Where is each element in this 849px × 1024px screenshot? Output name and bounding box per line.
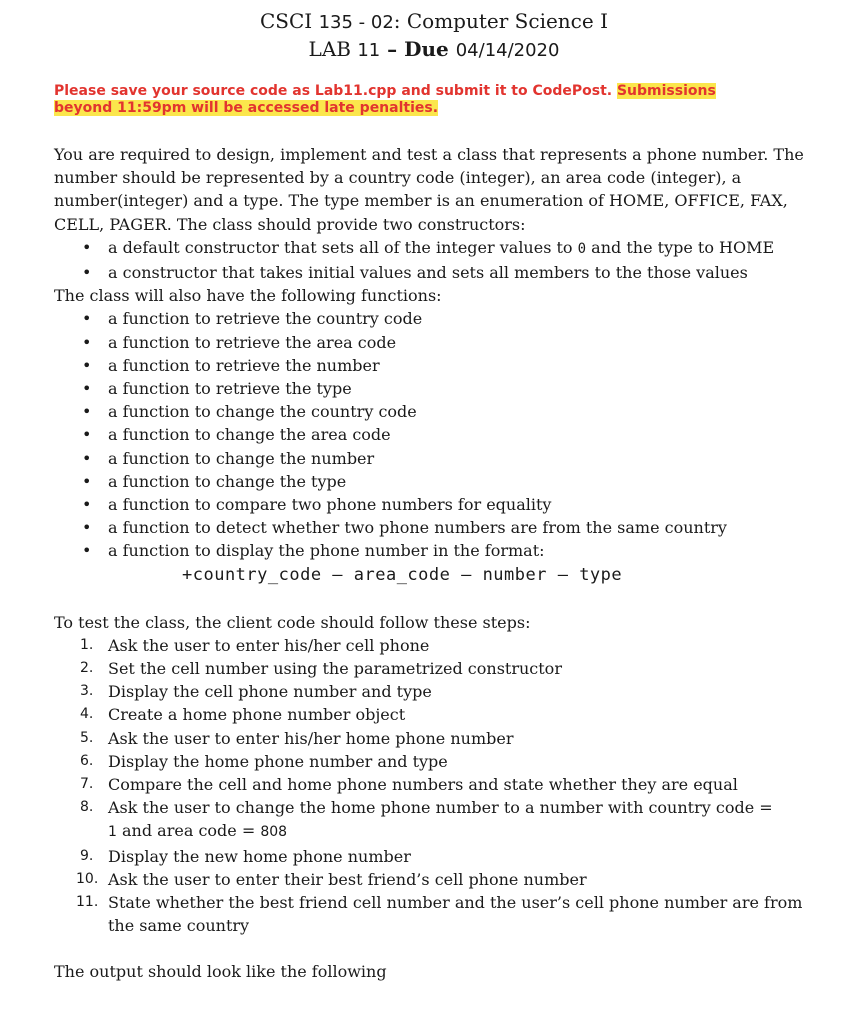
step-text: Compare the cell and home phone numbers and state whether they are equal (108, 775, 738, 795)
step-item (54, 868, 814, 891)
course-title (54, 8, 814, 36)
step-item (54, 703, 814, 726)
step-text: Ask the user to enter his/her cell phone (108, 635, 430, 655)
intro-section (54, 143, 814, 587)
step-item (54, 680, 814, 703)
step-text: Display the home phone number and type (108, 751, 448, 771)
function-item: • a function to change the type (54, 470, 814, 493)
step-item (54, 891, 814, 937)
notice-highlight-1: Submissions (616, 83, 716, 99)
step-number: 11. (76, 894, 99, 911)
notice-text: Please save your source code as Lab11.cpp and submit it to CodePost. (54, 83, 617, 99)
function-item: • a function to change the country code (54, 400, 814, 423)
step-text: Display the new home phone number (108, 846, 411, 866)
step-item (54, 634, 814, 657)
function-item: • a function to change the area code (54, 423, 814, 446)
functions-list (54, 307, 814, 562)
step-number: 4. (80, 706, 94, 723)
constructor-code: 0 (577, 240, 587, 257)
course-name: : Computer Science I (393, 9, 608, 33)
title-prefix: CSCI (260, 9, 319, 33)
function-item: • a function to retrieve the number (54, 354, 814, 377)
constructor-text-after: and the type to HOME (586, 237, 775, 257)
function-item: • a function to retrieve the country code (54, 307, 814, 330)
constructor-text: a constructor that takes initial values and sets all members to the those values (108, 263, 748, 283)
functions-heading: The class will also have the following functions: (54, 286, 442, 306)
function-item: • a function to detect whether two phone numbers are from the same country (54, 516, 814, 539)
step-number: 10. (76, 870, 99, 887)
step-number: 5. (80, 729, 94, 746)
step-item (54, 796, 814, 844)
step-country-code: 1 (108, 824, 117, 841)
course-number: 135 - 02 (318, 12, 394, 33)
steps-section (54, 611, 814, 938)
steps-list (54, 634, 814, 938)
lab-mid: – Due (380, 37, 456, 61)
step-item (54, 773, 814, 796)
step-item (54, 845, 814, 868)
step-text: Display the cell phone number and type (108, 682, 432, 702)
step-item (54, 750, 814, 773)
lab-prefix: LAB (308, 37, 358, 61)
step-item (54, 727, 814, 750)
lab-document (54, 8, 814, 983)
function-item: • a function to retrieve the area code (54, 331, 814, 354)
function-item: • a function to retrieve the type (54, 377, 814, 400)
step-text: Ask the user to enter their best friend’s cell phone number (108, 869, 587, 889)
step-number: 7. (80, 776, 94, 793)
constructor-item (54, 261, 814, 284)
constructor-item (54, 236, 814, 261)
constructor-list (54, 236, 814, 284)
step-text: Create a home phone number object (108, 705, 406, 725)
step-item (54, 657, 814, 680)
function-item: • a function to change the number (54, 447, 814, 470)
due-date: 04/14/2020 (455, 40, 560, 61)
function-item: • a function to display the phone number in the format: (54, 539, 814, 562)
step-text-mid: and area code = (116, 821, 261, 841)
steps-heading: To test the class, the client code should follow these steps: (54, 612, 531, 632)
notice-highlight-2: beyond 11:59pm will be accessed late penalties. (54, 100, 439, 116)
step-number: 3. (80, 683, 94, 700)
step-number: 8. (80, 799, 94, 816)
submission-notice (54, 83, 814, 117)
function-item: • a function to compare two phone numbers for equality (54, 493, 814, 516)
lab-title (54, 36, 814, 64)
display-format: +country_code – area_code – number – type (182, 564, 623, 585)
step-number: 1. (80, 636, 94, 653)
constructor-text: a default constructor that sets all of the integer values to (108, 237, 578, 257)
step-number: 2. (80, 660, 94, 677)
step-text: Ask the user to enter his/her home phone number (108, 728, 514, 748)
step-number: 9. (80, 847, 94, 864)
lab-number: 11 (357, 40, 381, 61)
step-text: State whether the best friend cell number and the user’s cell phone number are from the same country (108, 893, 803, 936)
step-area-code: 808 (260, 824, 288, 841)
intro-paragraph: You are required to design, implement and test a class that represents a phone number. The number should be represented by a country code (integer), an area code (integer), a number(integer) and a type. The type member is an enumeration of HOME, OFFICE, FAX, CELL, PAGER. The class should provide two constructors: (54, 145, 804, 234)
step-text: Ask the user to change the home phone number to a number with country code = (108, 798, 773, 818)
step-text: Set the cell number using the parametrized constructor (108, 659, 562, 679)
outro-text: The output should look like the following (54, 961, 387, 981)
step-number: 6. (80, 752, 94, 769)
